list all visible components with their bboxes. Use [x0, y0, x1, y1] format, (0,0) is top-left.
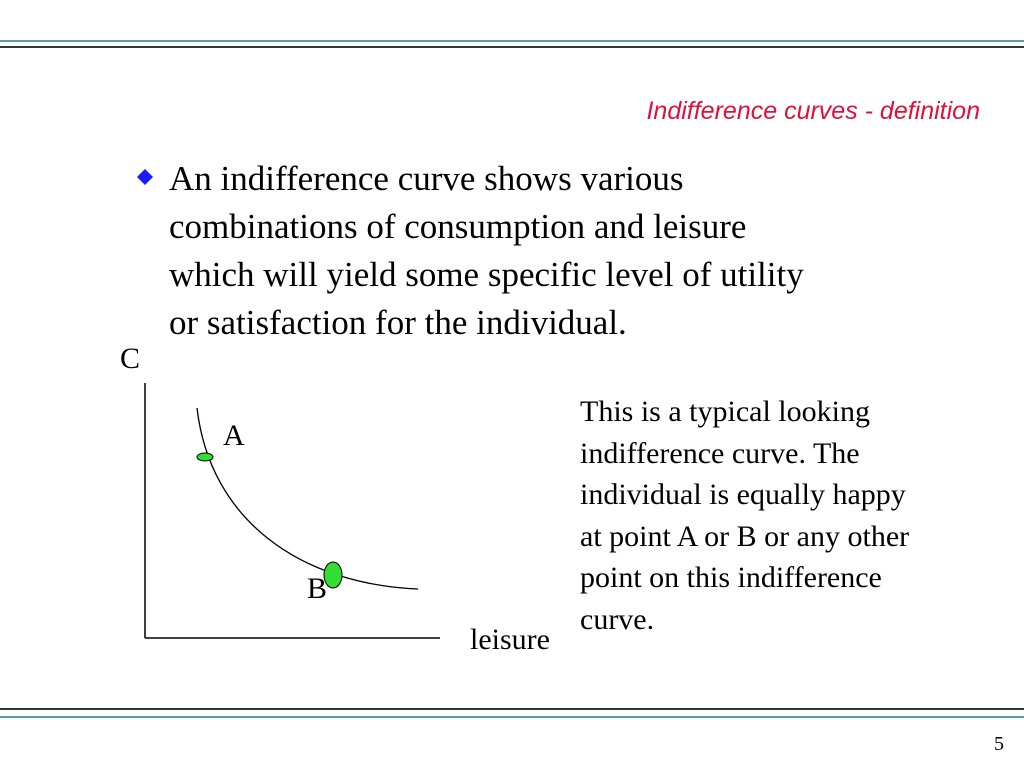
- y-axis-label: C: [120, 342, 141, 375]
- page-number: 5: [994, 733, 1004, 755]
- point-a-label: A: [223, 419, 245, 452]
- slide-title: Indifference curves - definition: [646, 97, 980, 125]
- explanation-text: This is a typical looking indifference curve. The individual is equally happy at point A or B or any other point on this indifference curve.: [580, 395, 910, 636]
- bottom-rule-dark: [0, 708, 1024, 710]
- point-b-label: B: [307, 572, 328, 605]
- bullet-text: An indifference curve shows various combinations of consumption and leisure which will yield some specific level of utility or satisfaction for the individual.: [169, 159, 804, 342]
- point-a-marker: [197, 453, 213, 461]
- bottom-rule-teal: [0, 716, 1024, 718]
- x-axis-label: leisure: [470, 623, 550, 656]
